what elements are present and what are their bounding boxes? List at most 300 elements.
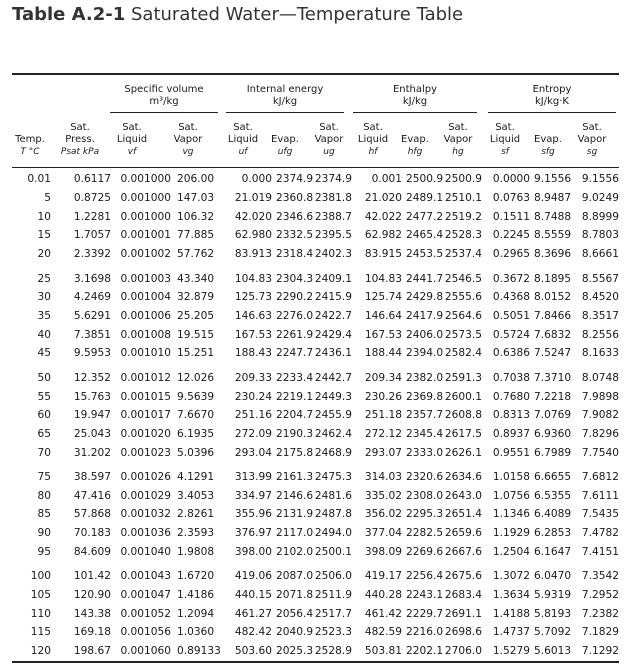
table-cell: 503.60 bbox=[234, 645, 272, 658]
col-header-sat-press: Sat. Press. Psat kPa bbox=[60, 122, 100, 157]
table-cell: 398.00 bbox=[234, 545, 272, 558]
table-cell: 251.16 bbox=[234, 409, 272, 422]
table-cell: 0.001012 bbox=[120, 371, 171, 384]
table-cell: 2582.4 bbox=[444, 347, 482, 360]
table-cell: 21.020 bbox=[364, 192, 402, 205]
table-cell: 2626.1 bbox=[444, 446, 482, 459]
table-cell: 2477.2 bbox=[406, 210, 444, 223]
table-cell: 7.7540 bbox=[581, 446, 619, 459]
table-row bbox=[12, 207, 619, 226]
table-cell: 8.1633 bbox=[581, 347, 619, 360]
table-cell: 2204.7 bbox=[276, 409, 314, 422]
table-cell: 2481.6 bbox=[314, 489, 352, 502]
table-cell: 1.0360 bbox=[177, 626, 215, 639]
table-row bbox=[12, 425, 619, 444]
table-cell: 2345.4 bbox=[406, 427, 444, 440]
table-cell: 0.8937 bbox=[492, 427, 530, 440]
table-cell: 356.02 bbox=[364, 508, 402, 521]
group-header-internal-energy: Internal energy kJ/kg bbox=[246, 84, 324, 107]
table-row bbox=[12, 226, 619, 245]
table-cell: 8.5559 bbox=[534, 229, 572, 242]
table-cell: 4.1291 bbox=[177, 471, 215, 484]
table-cell: 2409.1 bbox=[314, 272, 352, 285]
table-cell: 8.8999 bbox=[581, 210, 619, 223]
table-cell: 293.04 bbox=[234, 446, 272, 459]
table-cell: 120.90 bbox=[73, 588, 111, 601]
group-rule-specific-volume bbox=[110, 112, 218, 113]
table-row bbox=[12, 344, 619, 363]
table-cell: 2290.2 bbox=[276, 291, 314, 304]
table-cell: 10 bbox=[37, 210, 51, 223]
table-cell: 209.33 bbox=[234, 371, 272, 384]
table-cell: 2537.4 bbox=[444, 248, 482, 261]
table-cell: 2332.5 bbox=[276, 229, 314, 242]
table-cell: 2706.0 bbox=[444, 645, 482, 658]
table-cell: 2465.4 bbox=[406, 229, 444, 242]
col-header-ufg: Evap. ufg bbox=[271, 134, 299, 157]
table-cell: 2468.9 bbox=[314, 446, 352, 459]
table-cell: 0.89133 bbox=[177, 645, 221, 658]
table-cell: 143.38 bbox=[73, 607, 111, 620]
table-cell: 7.3710 bbox=[534, 371, 572, 384]
table-cell: 2698.6 bbox=[444, 626, 482, 639]
table-cell: 2528.3 bbox=[444, 229, 482, 242]
table-cell: 8.5567 bbox=[581, 272, 619, 285]
table-cell: 2374.9 bbox=[314, 173, 352, 186]
table-cell: 0.001032 bbox=[120, 508, 171, 521]
table-cell: 0.7680 bbox=[492, 390, 530, 403]
table-cell: 12.352 bbox=[73, 371, 111, 384]
table-cell: 7.8466 bbox=[534, 309, 572, 322]
table-cell: 0.6117 bbox=[73, 173, 111, 186]
table-cell: 2360.8 bbox=[276, 192, 314, 205]
table-cell: 2247.7 bbox=[276, 347, 314, 360]
table-cell: 0.001043 bbox=[120, 570, 171, 583]
table-cell: 188.43 bbox=[234, 347, 272, 360]
table-cell: 0.001015 bbox=[120, 390, 171, 403]
table-cell: 482.42 bbox=[234, 626, 272, 639]
table-cell: 355.96 bbox=[234, 508, 272, 521]
table-cell: 8.0152 bbox=[534, 291, 572, 304]
table-cell: 2517.7 bbox=[314, 607, 352, 620]
table-cell: 1.2094 bbox=[177, 607, 215, 620]
table-cell: 1.5279 bbox=[492, 645, 530, 658]
table-cell: 32.879 bbox=[177, 291, 215, 304]
table-cell: 0.3672 bbox=[492, 272, 530, 285]
saturated-water-table bbox=[12, 170, 619, 660]
table-cell: 2388.7 bbox=[314, 210, 352, 223]
table-row bbox=[12, 486, 619, 505]
table-cell: 7.1829 bbox=[581, 626, 619, 639]
table-cell: 5.6013 bbox=[534, 645, 572, 658]
table-cell: 230.26 bbox=[364, 390, 402, 403]
table-cell: 0.001026 bbox=[120, 471, 171, 484]
table-cell: 377.04 bbox=[364, 527, 402, 540]
table-cell: 2.3392 bbox=[73, 248, 111, 261]
table-cell: 2381.8 bbox=[314, 192, 352, 205]
table-cell: 2475.3 bbox=[314, 471, 352, 484]
table-row bbox=[12, 387, 619, 406]
table-cell: 2395.5 bbox=[314, 229, 352, 242]
table-cell: 8.2556 bbox=[581, 328, 619, 341]
table-cell: 75 bbox=[37, 471, 51, 484]
table-cell: 104.83 bbox=[234, 272, 272, 285]
table-cell: 84.609 bbox=[73, 545, 111, 558]
table-cell: 8.3517 bbox=[581, 309, 619, 322]
table-cell: 335.02 bbox=[364, 489, 402, 502]
table-cell: 6.4089 bbox=[534, 508, 572, 521]
table-cell: 2256.4 bbox=[406, 570, 444, 583]
table-row bbox=[12, 642, 619, 661]
table-cell: 7.3542 bbox=[581, 570, 619, 583]
table-cell: 3.4053 bbox=[177, 489, 215, 502]
table-cell: 2146.6 bbox=[276, 489, 314, 502]
table-cell: 0.5051 bbox=[492, 309, 530, 322]
table-cell: 42.020 bbox=[234, 210, 272, 223]
table-cell: 2643.0 bbox=[444, 489, 482, 502]
table-cell: 0.001029 bbox=[120, 489, 171, 502]
table-cell: 2087.0 bbox=[276, 570, 314, 583]
table-cell: 0.001036 bbox=[120, 527, 171, 540]
table-cell: 7.5247 bbox=[534, 347, 572, 360]
table-cell: 2382.0 bbox=[406, 371, 444, 384]
table-cell: 482.59 bbox=[364, 626, 402, 639]
table-cell: 419.06 bbox=[234, 570, 272, 583]
table-cell: 7.6812 bbox=[581, 471, 619, 484]
table-cell: 0.001006 bbox=[120, 309, 171, 322]
table-cell: 503.81 bbox=[364, 645, 402, 658]
table-cell: 1.0158 bbox=[492, 471, 530, 484]
table-cell: 167.53 bbox=[234, 328, 272, 341]
table-cell: 9.1556 bbox=[534, 173, 572, 186]
table-cell: 6.9360 bbox=[534, 427, 572, 440]
group-rule-internal-energy bbox=[226, 112, 344, 113]
table-cell: 19.947 bbox=[73, 409, 111, 422]
table-cell: 6.6655 bbox=[534, 471, 572, 484]
table-cell: 4.2469 bbox=[73, 291, 111, 304]
table-cell: 2402.3 bbox=[314, 248, 352, 261]
table-cell: 2.8261 bbox=[177, 508, 215, 521]
table-cell: 314.03 bbox=[364, 471, 402, 484]
table-cell: 2282.5 bbox=[406, 527, 444, 540]
table-row bbox=[12, 524, 619, 543]
table-cell: 3.1698 bbox=[73, 272, 111, 285]
table-cell: 293.07 bbox=[364, 446, 402, 459]
table-cell: 2487.8 bbox=[314, 508, 352, 521]
table-cell: 38.597 bbox=[73, 471, 111, 484]
table-cell: 5.7092 bbox=[534, 626, 572, 639]
table-cell: 0.001000 bbox=[120, 210, 171, 223]
table-title: Table A.2-1 Saturated Water—Temperature Table bbox=[12, 4, 464, 25]
table-cell: 7.4782 bbox=[581, 527, 619, 540]
table-cell: 2506.0 bbox=[314, 570, 352, 583]
col-header-vg: Sat. Vapor vg bbox=[173, 122, 203, 157]
table-cell: 0.001004 bbox=[120, 291, 171, 304]
table-cell: 0.001000 bbox=[120, 173, 171, 186]
table-cell: 272.12 bbox=[364, 427, 402, 440]
table-cell: 0.8313 bbox=[492, 409, 530, 422]
table-row bbox=[12, 170, 619, 189]
table-row bbox=[12, 288, 619, 307]
table-cell: 2500.1 bbox=[314, 545, 352, 558]
table-cell: 80 bbox=[37, 489, 51, 502]
table-cell: 70.183 bbox=[73, 527, 111, 540]
table-cell: 8.4520 bbox=[581, 291, 619, 304]
table-cell: 7.3851 bbox=[73, 328, 111, 341]
table-cell: 1.9808 bbox=[177, 545, 215, 558]
table-cell: 0.001060 bbox=[120, 645, 171, 658]
table-row bbox=[12, 245, 619, 264]
table-cell: 40 bbox=[37, 328, 51, 341]
table-cell: 0.8725 bbox=[73, 192, 111, 205]
table-cell: 2659.6 bbox=[444, 527, 482, 540]
table-cell: 9.5953 bbox=[73, 347, 111, 360]
table-cell: 188.44 bbox=[364, 347, 402, 360]
table-cell: 2489.1 bbox=[406, 192, 444, 205]
table-cell: 1.2504 bbox=[492, 545, 530, 558]
table-cell: 57.868 bbox=[73, 508, 111, 521]
table-cell: 1.0756 bbox=[492, 489, 530, 502]
table-cell: 7.8296 bbox=[581, 427, 619, 440]
table-cell: 70 bbox=[37, 446, 51, 459]
table-body bbox=[12, 170, 619, 660]
table-row bbox=[12, 368, 619, 387]
table-cell: 2261.9 bbox=[276, 328, 314, 341]
table-cell: 0.7038 bbox=[492, 371, 530, 384]
table-cell: 2233.4 bbox=[276, 371, 314, 384]
table-cell: 1.4737 bbox=[492, 626, 530, 639]
table-cell: 2617.5 bbox=[444, 427, 482, 440]
table-cell: 8.7803 bbox=[581, 229, 619, 242]
table-cell: 2040.9 bbox=[276, 626, 314, 639]
table-cell: 2202.1 bbox=[406, 645, 444, 658]
col-header-uf: Sat. Liquid uf bbox=[227, 122, 259, 157]
table-cell: 147.03 bbox=[177, 192, 215, 205]
table-cell: 0.001040 bbox=[120, 545, 171, 558]
table-row bbox=[12, 325, 619, 344]
group-header-entropy: Entropy kJ/kg·K bbox=[532, 84, 572, 107]
table-cell: 334.97 bbox=[234, 489, 272, 502]
table-cell: 9.0249 bbox=[581, 192, 619, 205]
table-cell: 2406.0 bbox=[406, 328, 444, 341]
table-cell: 104.83 bbox=[364, 272, 402, 285]
table-cell: 20 bbox=[37, 248, 51, 261]
table-cell: 83.913 bbox=[234, 248, 272, 261]
table-cell: 2436.1 bbox=[314, 347, 352, 360]
table-cell: 15.763 bbox=[73, 390, 111, 403]
table-row bbox=[12, 307, 619, 326]
col-header-sf: Sat. Liquid sf bbox=[489, 122, 521, 157]
table-cell: 0.0763 bbox=[492, 192, 530, 205]
table-cell: 25.043 bbox=[73, 427, 111, 440]
table-cell: 2564.6 bbox=[444, 309, 482, 322]
table-cell: 313.99 bbox=[234, 471, 272, 484]
col-header-vf: Sat. Liquid vf bbox=[116, 122, 148, 157]
table-cell: 440.15 bbox=[234, 588, 272, 601]
group-header-enthalpy: Enthalpy kJ/kg bbox=[392, 84, 438, 107]
table-cell: 0.0000 bbox=[492, 173, 530, 186]
table-cell: 2318.4 bbox=[276, 248, 314, 261]
table-cell: 120 bbox=[30, 645, 51, 658]
table-cell: 2102.0 bbox=[276, 545, 314, 558]
table-cell: 230.24 bbox=[234, 390, 272, 403]
table-cell: 2591.3 bbox=[444, 371, 482, 384]
table-cell: 2449.3 bbox=[314, 390, 352, 403]
table-cell: 2667.6 bbox=[444, 545, 482, 558]
table-cell: 2651.4 bbox=[444, 508, 482, 521]
table-cell: 2229.7 bbox=[406, 607, 444, 620]
table-cell: 0.001003 bbox=[120, 272, 171, 285]
table-row bbox=[12, 443, 619, 462]
table-cell: 2161.3 bbox=[276, 471, 314, 484]
table-cell: 105 bbox=[30, 588, 51, 601]
table-cell: 0.001023 bbox=[120, 446, 171, 459]
table-cell: 2320.6 bbox=[406, 471, 444, 484]
table-cell: 125.74 bbox=[364, 291, 402, 304]
header-rule bbox=[12, 167, 619, 168]
table-cell: 1.7057 bbox=[73, 229, 111, 242]
table-cell: 5.9319 bbox=[534, 588, 572, 601]
table-cell: 2269.6 bbox=[406, 545, 444, 558]
table-cell: 7.6832 bbox=[534, 328, 572, 341]
table-cell: 6.1935 bbox=[177, 427, 215, 440]
table-cell: 2333.0 bbox=[406, 446, 444, 459]
table-cell: 31.202 bbox=[73, 446, 111, 459]
table-cell: 2304.3 bbox=[276, 272, 314, 285]
table-cell: 2131.9 bbox=[276, 508, 314, 521]
table-cell: 0.001010 bbox=[120, 347, 171, 360]
table-cell: 1.4188 bbox=[492, 607, 530, 620]
table-cell: 7.2218 bbox=[534, 390, 572, 403]
table-cell: 0.000 bbox=[241, 173, 272, 186]
table-cell: 1.3072 bbox=[492, 570, 530, 583]
table-cell: 9.1556 bbox=[581, 173, 619, 186]
table-row bbox=[12, 505, 619, 524]
table-cell: 0.4368 bbox=[492, 291, 530, 304]
table-row bbox=[12, 542, 619, 561]
table-cell: 0.001020 bbox=[120, 427, 171, 440]
table-cell: 8.0748 bbox=[581, 371, 619, 384]
table-cell: 106.32 bbox=[177, 210, 215, 223]
table-cell: 2295.3 bbox=[406, 508, 444, 521]
table-cell: 5.0396 bbox=[177, 446, 215, 459]
table-cell: 42.022 bbox=[364, 210, 402, 223]
table-cell: 2429.4 bbox=[314, 328, 352, 341]
table-cell: 6.2853 bbox=[534, 527, 572, 540]
table-cell: 169.18 bbox=[73, 626, 111, 639]
table-cell: 101.42 bbox=[73, 570, 111, 583]
table-cell: 2429.8 bbox=[406, 291, 444, 304]
table-cell: 0.001002 bbox=[120, 248, 171, 261]
table-cell: 0.6386 bbox=[492, 347, 530, 360]
table-cell: 5 bbox=[44, 192, 51, 205]
col-header-sfg: Evap. sfg bbox=[534, 134, 562, 157]
table-cell: 7.6111 bbox=[581, 489, 619, 502]
table-cell: 21.019 bbox=[234, 192, 272, 205]
table-cell: 2308.0 bbox=[406, 489, 444, 502]
table-cell: 62.980 bbox=[234, 229, 272, 242]
group-rule-enthalpy bbox=[353, 112, 477, 113]
table-cell: 2374.9 bbox=[276, 173, 314, 186]
table-cell: 0.001017 bbox=[120, 409, 171, 422]
table-cell: 198.67 bbox=[73, 645, 111, 658]
table-cell: 7.5435 bbox=[581, 508, 619, 521]
table-cell: 2546.5 bbox=[444, 272, 482, 285]
table-cell: 2243.1 bbox=[406, 588, 444, 601]
table-cell: 90 bbox=[37, 527, 51, 540]
table-cell: 1.3634 bbox=[492, 588, 530, 601]
table-cell: 2417.9 bbox=[406, 309, 444, 322]
table-cell: 2071.8 bbox=[276, 588, 314, 601]
table-row bbox=[12, 567, 619, 586]
table-row bbox=[12, 586, 619, 605]
table-cell: 2511.9 bbox=[314, 588, 352, 601]
table-cell: 110 bbox=[30, 607, 51, 620]
table-cell: 2500.9 bbox=[444, 173, 482, 186]
table-cell: 2422.7 bbox=[314, 309, 352, 322]
table-cell: 7.2952 bbox=[581, 588, 619, 601]
table-cell: 8.7488 bbox=[534, 210, 572, 223]
table-cell: 6.0470 bbox=[534, 570, 572, 583]
table-cell: 19.515 bbox=[177, 328, 215, 341]
table-cell: 419.17 bbox=[364, 570, 402, 583]
table-cell: 8.1895 bbox=[534, 272, 572, 285]
col-header-hf: Sat. Liquid hf bbox=[357, 122, 389, 157]
col-header-temp: Temp. T °C bbox=[15, 134, 45, 157]
group-header-specific-volume: Specific volume m³/kg bbox=[124, 84, 204, 107]
table-cell: 1.2281 bbox=[73, 210, 111, 223]
table-cell: 25.205 bbox=[177, 309, 215, 322]
table-cell: 2025.3 bbox=[276, 645, 314, 658]
table-cell: 2494.0 bbox=[314, 527, 352, 540]
table-cell: 0.1511 bbox=[492, 210, 530, 223]
table-cell: 2276.0 bbox=[276, 309, 314, 322]
table-cell: 0.2245 bbox=[492, 229, 530, 242]
table-cell: 47.416 bbox=[73, 489, 111, 502]
table-cell: 2415.9 bbox=[314, 291, 352, 304]
table-cell: 12.026 bbox=[177, 371, 215, 384]
table-cell: 15 bbox=[37, 229, 51, 242]
table-cell: 62.982 bbox=[364, 229, 402, 242]
table-cell: 2346.6 bbox=[276, 210, 314, 223]
table-cell: 35 bbox=[37, 309, 51, 322]
table-cell: 77.885 bbox=[177, 229, 215, 242]
table-cell: 125.73 bbox=[234, 291, 272, 304]
table-cell: 0.001056 bbox=[120, 626, 171, 639]
table-cell: 146.63 bbox=[234, 309, 272, 322]
table-cell: 85 bbox=[37, 508, 51, 521]
table-cell: 7.9082 bbox=[581, 409, 619, 422]
table-row bbox=[12, 406, 619, 425]
table-cell: 2675.6 bbox=[444, 570, 482, 583]
table-cell: 6.1647 bbox=[534, 545, 572, 558]
table-cell: 2608.8 bbox=[444, 409, 482, 422]
table-cell: 2441.7 bbox=[406, 272, 444, 285]
table-cell: 55 bbox=[37, 390, 51, 403]
table-cell: 0.001047 bbox=[120, 588, 171, 601]
table-row bbox=[12, 604, 619, 623]
table-cell: 2462.4 bbox=[314, 427, 352, 440]
table-cell: 2634.6 bbox=[444, 471, 482, 484]
table-cell: 7.0769 bbox=[534, 409, 572, 422]
table-row bbox=[12, 623, 619, 642]
table-cell: 2394.0 bbox=[406, 347, 444, 360]
table-cell: 95 bbox=[37, 545, 51, 558]
table-cell: 1.1346 bbox=[492, 508, 530, 521]
col-header-sg: Sat. Vapor sg bbox=[577, 122, 607, 157]
bottom-rule bbox=[12, 661, 619, 663]
table-cell: 2117.0 bbox=[276, 527, 314, 540]
